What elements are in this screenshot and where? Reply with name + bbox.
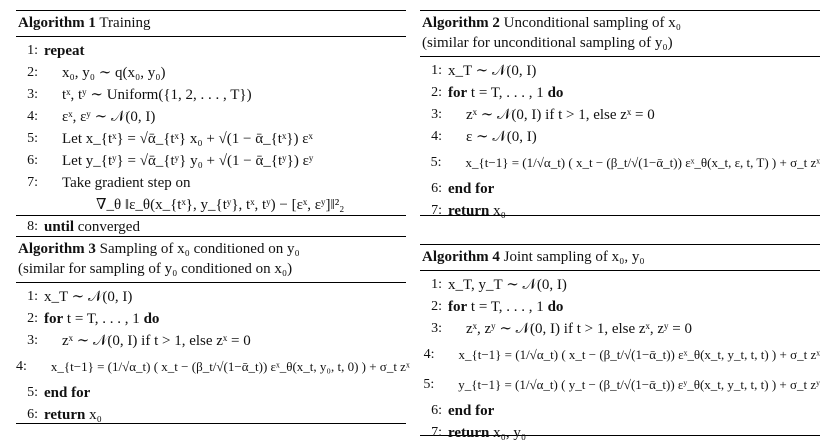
algorithm-3-number: Algorithm 3: [18, 241, 96, 257]
algorithm-1-box: [16, 10, 406, 235]
algorithm-1-title: Training: [99, 15, 151, 31]
algorithm-line: 5: y_{t−1} = (1/√α_t) ( y_t − (β_t/√(1−ᾱ_t)) εʸ_θ(x_t, y_t, t, t) ) + σ_t zʸ: [423, 377, 820, 392]
algorithm-1-header: [16, 11, 406, 37]
algorithm-3-body: [16, 283, 410, 426]
algorithm-line: 6: end for: [431, 403, 495, 419]
algorithm-line: 5: x_{t−1} = (1/√α_t) ( x_t − (β_t/√(1−ᾱ_t)) εˣ_θ(x_t, ε, t, T) ) + σ_t zˣ: [430, 155, 820, 170]
algorithm-2-number: Algorithm 2: [422, 15, 500, 31]
algorithm-line: 7: return x₀: [431, 203, 506, 219]
algorithm-1-number: Algorithm 1: [18, 15, 96, 31]
algorithm-line: 5: end for: [27, 385, 91, 401]
algorithm-line: 1: repeat: [27, 43, 85, 59]
algorithm-line: 4: x_{t−1} = (1/√α_t) ( x_t − (β_t/√(1−ᾱ_t)) εˣ_θ(x_t, y_t, t, t) ) + σ_t zˣ: [423, 347, 820, 362]
algorithm-4-title: Joint sampling of x₀, y₀: [503, 249, 645, 265]
algorithm-4-header: [420, 245, 820, 271]
algorithm-2-subtitle: (similar for unconditional sampling of y₀): [422, 35, 673, 51]
algorithm-line: 3: zˣ ∼ 𝒩(0, I) if t > 1, else zˣ = 0: [27, 333, 251, 349]
algorithm-line: 5: Let x_{tˣ} = √ᾱ_{tˣ} x₀ + √(1 − ᾱ_{tˣ}) εˣ: [27, 131, 313, 147]
algorithm-line: 1: x_T ∼ 𝒩(0, I): [431, 63, 537, 79]
algorithm-line: 8: until converged: [27, 219, 140, 235]
algorithm-1-body: [16, 37, 406, 238]
algorithm-line: 7: return x₀, y₀: [431, 425, 527, 441]
algorithm-line: 6: Let y_{tʸ} = √ᾱ_{tʸ} y₀ + √(1 − ᾱ_{tʸ}) εʸ: [27, 153, 314, 169]
algorithm-line: 4: εˣ, εʸ ∼ 𝒩(0, I): [27, 109, 156, 125]
algorithm-line: 1: x_T ∼ 𝒩(0, I): [27, 289, 133, 305]
algorithm-line: 7: Take gradient step on: [27, 175, 191, 191]
algorithm-2-box: [420, 10, 820, 219]
algorithm-line: 2: for t = T, . . . , 1 do: [431, 299, 564, 315]
algorithm-line: 1: x_T, y_T ∼ 𝒩(0, I): [431, 277, 567, 293]
algorithm-line: 6: return x₀: [27, 407, 102, 423]
algorithm-line: 6: end for: [431, 181, 495, 197]
algorithm-line: 3: zˣ ∼ 𝒩(0, I) if t > 1, else zˣ = 0: [431, 107, 655, 123]
algorithm-line: 2: for t = T, . . . , 1 do: [27, 311, 160, 327]
algorithm-4-box: [420, 244, 820, 441]
algorithm-3-subtitle: (similar for sampling of y₀ conditioned on x₀): [18, 261, 293, 277]
algorithm-3-title: Sampling of x₀ conditioned on y₀: [99, 241, 300, 257]
algorithm-3-header: [16, 237, 406, 283]
algorithm-line: 4: ε ∼ 𝒩(0, I): [431, 129, 537, 145]
algorithm-line: 3: zˣ, zʸ ∼ 𝒩(0, I) if t > 1, else zˣ, zʸ = 0: [431, 321, 692, 337]
algorithm-4-number: Algorithm 4: [422, 249, 500, 265]
algorithm-2-body: [420, 57, 820, 222]
algorithm-line: 3: tˣ, tʸ ∼ Uniform({1, 2, . . . , T}): [27, 87, 252, 103]
algorithm-4-body: [420, 271, 820, 444]
algorithm-line: 4: x_{t−1} = (1/√α_t) ( x_t − (β_t/√(1−ᾱ_t)) εˣ_θ(x_t, y₀, t, 0) ) + σ_t zˣ: [16, 359, 410, 374]
algorithm-2-header: [420, 11, 820, 57]
algorithm-2-title: Unconditional sampling of x₀: [503, 15, 681, 31]
algorithm-line: 2: x₀, y₀ ∼ q(x₀, y₀): [27, 65, 166, 81]
algorithm-3-box: [16, 236, 410, 424]
algorithm-line: ∇_θ ‖ε_θ(x_{tˣ}, y_{tʸ}, tˣ, tʸ) − [εˣ, εʸ]‖²₂: [96, 197, 345, 213]
algorithm-line: 2: for t = T, . . . , 1 do: [431, 85, 564, 101]
